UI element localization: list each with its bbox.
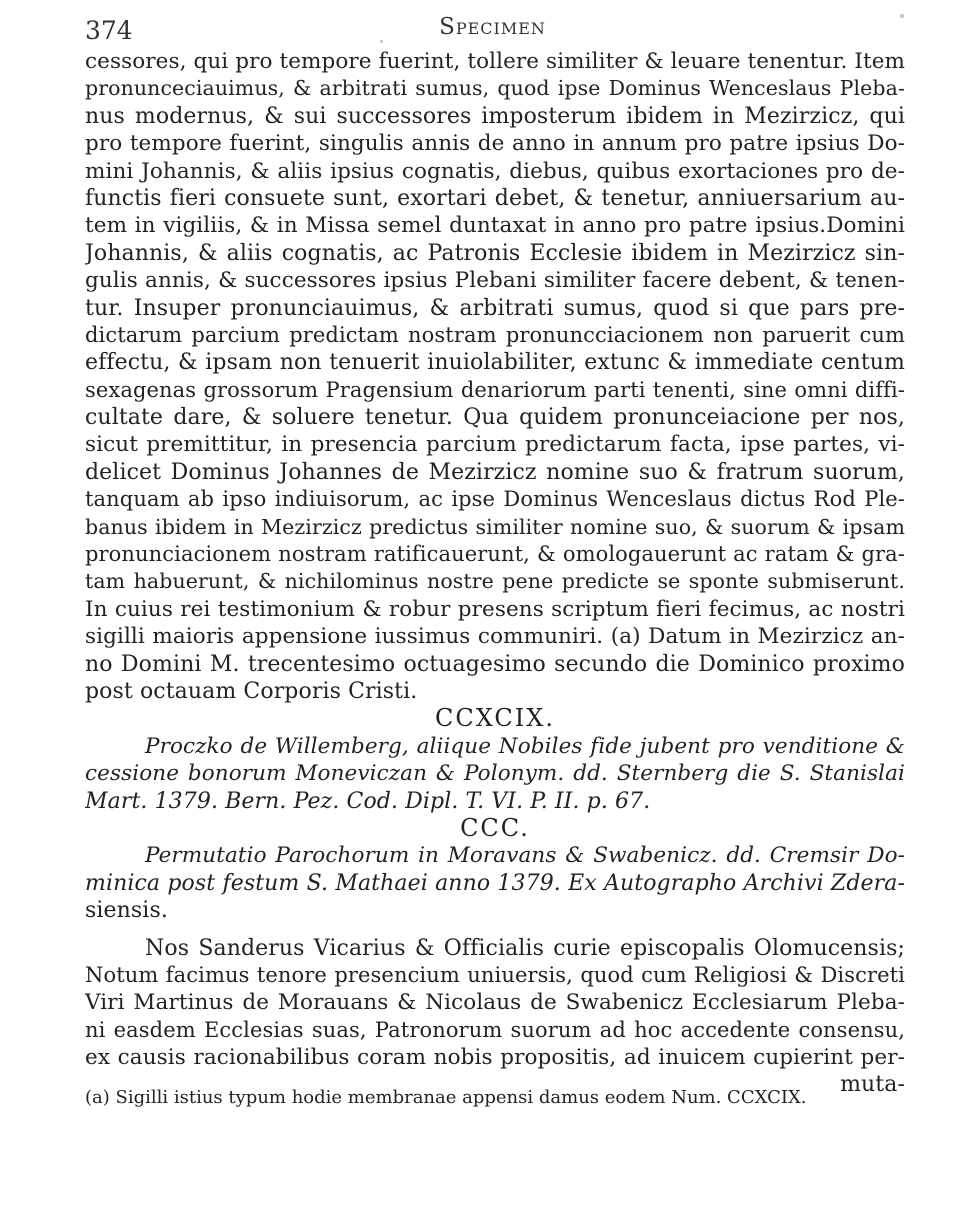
text-line: Notum facimus tenore presencium uniuersis, quod cum Religiosi & Discreti <box>85 962 905 987</box>
text-line: Nos Sanderus Vicarius & Officialis curie episcopalis Olomucensis; <box>145 935 905 961</box>
text-line: nus modernus, & sui successores imposterum ibidem in Mezirzicz, qui <box>85 103 905 129</box>
text-line: tanquam ab ipso indiuisorum, ac ipse Dominus Wenceslaus dictus Rod Ple- <box>85 487 905 512</box>
page-header <box>85 10 900 44</box>
text-line: tur. Insuper pronunciauimus, & arbitrati sumus, quod si que pars pre- <box>85 295 905 321</box>
footnote: (a) Sigilli istius typum hodie membranae appensi damus eodem Num. CCXCIX. <box>85 1087 807 1108</box>
text-line: In cuius rei testimonium & robur presens scriptum fieri fecimus, ac nostri <box>85 596 905 622</box>
text-line: pronunciacionem nostram ratificauerunt, & omologauerunt ac ratam & gra- <box>85 542 905 567</box>
summary-line: minica post festum S. Mathaei anno 1379. Ex Autographo Archivi Zdera- <box>85 870 905 896</box>
text-line: pronunceciauimus, & arbitrati sumus, quod ipse Dominus Wenceslaus Pleba- <box>85 76 905 101</box>
text-line: sicut premittitur, in presencia parcium predictarum facta, ipse partes, vi- <box>85 432 905 458</box>
page-number: 374 <box>85 16 133 45</box>
page-body <box>85 48 905 1099</box>
text-line: tam habuerunt, & nichilominus nostre pene predicte se sponte submiserunt. <box>85 569 905 594</box>
summary-ccxcix <box>85 733 905 815</box>
text-line: no Domini M. trecentesimo octuagesimo secundo die Dominico proximo <box>85 651 905 677</box>
section-heading-ccxcix: CCXCIX. <box>435 705 555 733</box>
text-line: sexagenas grossorum Pragensium denariorum parti tenenti, sine omni diffi- <box>85 377 905 402</box>
text-line: tem in vigiliis, & in Missa semel duntaxat in anno pro patre ipsius.Domini <box>85 213 905 239</box>
text-line: gulis annis, & successores ipsius Plebani similiter facere debent, & tenen- <box>85 268 905 294</box>
text-line: functis fieri consuete sunt, exortari debet, & tenetur, anniuersarium au- <box>85 185 905 211</box>
summary-line: siensis. <box>85 898 168 924</box>
text-block-1 <box>85 48 905 705</box>
text-line: post octauam Corporis Cristi. <box>85 678 418 704</box>
catchword: muta- <box>840 1072 905 1098</box>
text-line: dictarum parcium predictam nostram pronuncciacionem non paruerit cum <box>85 322 905 347</box>
text-line: effectu, & ipsam non tenuerit inuiolabiliter, extunc & immediate centum <box>85 350 905 376</box>
summary-line: Mart. 1379. Bern. Pez. Cod. Dipl. T. VI. P. II. p. 67. <box>85 788 651 814</box>
section-heading-ccc: CCC. <box>460 814 530 842</box>
spacer <box>85 925 905 935</box>
text-line: sigilli maioris appensione iussimus communiri. (a) Datum in Mezirzicz an- <box>85 624 905 650</box>
text-line: cessores, qui pro tempore fuerint, tollere similiter & leuare tenentur. Item <box>85 49 905 74</box>
text-line: ni easdem Ecclesias suas, Patronorum suorum ad hoc accedente consensu, <box>85 1017 905 1042</box>
summary-ccc <box>85 842 905 924</box>
summary-line: Proczko de Willemberg, aliique Nobiles fide jubent pro venditione & <box>145 733 905 759</box>
summary-line: Permutatio Parochorum in Moravans & Swabenicz. dd. Cremsir Do- <box>145 843 905 869</box>
running-title: Specimen <box>439 14 546 40</box>
ink-speck <box>380 40 383 43</box>
text-line: Viri Martinus de Morauans & Nicolaus de Swabenicz Ecclesiarum Pleba- <box>85 990 905 1016</box>
text-block-2 <box>85 935 905 1099</box>
text-line: banus ibidem in Mezirzicz predictus similiter nomine suo, & suorum & ipsam <box>85 514 905 539</box>
text-line: Johannis, & aliis cognatis, ac Patronis Ecclesie ibidem in Mezirzicz sin- <box>85 240 905 266</box>
text-line: delicet Dominus Johannes de Mezirzicz nomine suo & fratrum suorum, <box>85 459 905 485</box>
text-line: mini Johannis, & aliis ipsius cognatis, diebus, quibus exortaciones pro de- <box>85 158 905 184</box>
text-line: pro tempore fuerint, singulis annis de anno in annum pro patre ipsius Do- <box>85 131 905 157</box>
ink-speck <box>900 14 904 18</box>
summary-line: cessione bonorum Moneviczan & Polonym. dd. Sternberg die S. Stanislai <box>85 761 905 787</box>
text-line: ex causis racionabilibus coram nobis propositis, ad inuicem cupierint per- <box>85 1045 905 1071</box>
text-line: cultate dare, & soluere tenetur. Qua quidem pronunceiacione per nos, <box>85 405 905 431</box>
